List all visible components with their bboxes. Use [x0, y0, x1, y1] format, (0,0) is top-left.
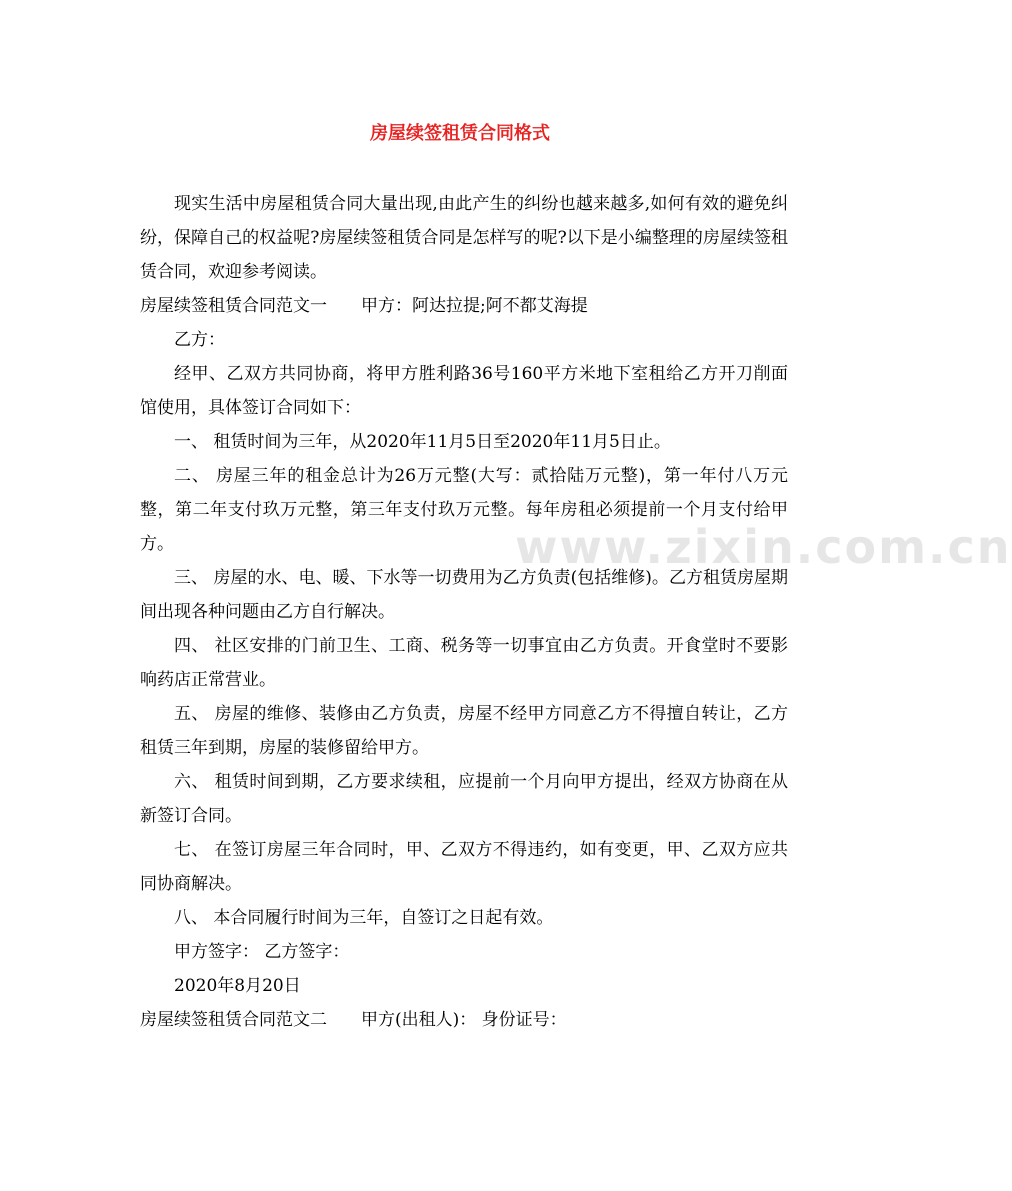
document-body: [140, 187, 788, 1037]
sample1-heading-line: [140, 289, 788, 323]
sample2-party-a: 甲方(出租人)： 身份证号：: [361, 1010, 567, 1030]
sample2-heading-line: [140, 1003, 788, 1037]
clause-7: 七、 在签订房屋三年合同时，甲、乙双方不得违约，如有变更，甲、乙双方应共同协商解决。: [140, 840, 788, 894]
sample1-heading: 房屋续签租赁合同范文一: [140, 296, 327, 316]
clause-4: 四、 社区安排的门前卫生、工商、税务等一切事宜由乙方负责。开食堂时不要影响药店正常营业。: [140, 636, 788, 690]
intro-paragraph: 现实生活中房屋租赁合同大量出现,由此产生的纠纷也越来越多,如何有效的避免纠纷，保障自己的权益呢?房屋续签租赁合同是怎样写的呢?以下是小编整理的房屋续签租赁合同，欢迎参考阅读。: [140, 194, 788, 282]
watermark: www.zixin.com.cn: [515, 520, 1012, 574]
sample1-party-a: 甲方：阿达拉提;阿不都艾海提: [361, 296, 588, 316]
sample2-heading: 房屋续签租赁合同范文二: [140, 1010, 327, 1030]
clause-5: 五、 房屋的维修、装修由乙方负责，房屋不经甲方同意乙方不得擅自转让，乙方租赁三年到期，房屋的装修留给甲方。: [140, 704, 788, 758]
clause-6: 六、 租赁时间到期，乙方要求续租，应提前一个月向甲方提出，经双方协商在从新签订合同。: [140, 772, 788, 826]
signature-line: 甲方签字： 乙方签字：: [174, 942, 350, 962]
clause-3: 三、 房屋的水、电、暖、下水等一切费用为乙方负责(包括维修)。乙方租赁房屋期间出现各种问题由乙方自行解决。: [140, 568, 788, 622]
clause-2: 二、 房屋三年的租金总计为26万元整(大写：贰拾陆万元整)，第一年付八万元整，第二年支付玖万元整，第三年支付玖万元整。每年房租必须提前一个月支付给甲方。: [140, 466, 788, 554]
sample1-party-b: 乙方：: [174, 330, 225, 350]
sample1-preamble: 经甲、乙双方共同协商，将甲方胜利路36号160平方米地下室租给乙方开刀削面馆使用，具体签订合同如下：: [140, 364, 788, 418]
signing-date: 2020年8月20日: [174, 976, 301, 996]
clause-8: 八、 本合同履行时间为三年，自签订之日起有效。: [174, 908, 554, 928]
document-title: 房屋续签租赁合同格式: [370, 123, 550, 144]
clause-1: 一、 租赁时间为三年，从2020年11月5日至2020年11月5日止。: [174, 432, 671, 452]
